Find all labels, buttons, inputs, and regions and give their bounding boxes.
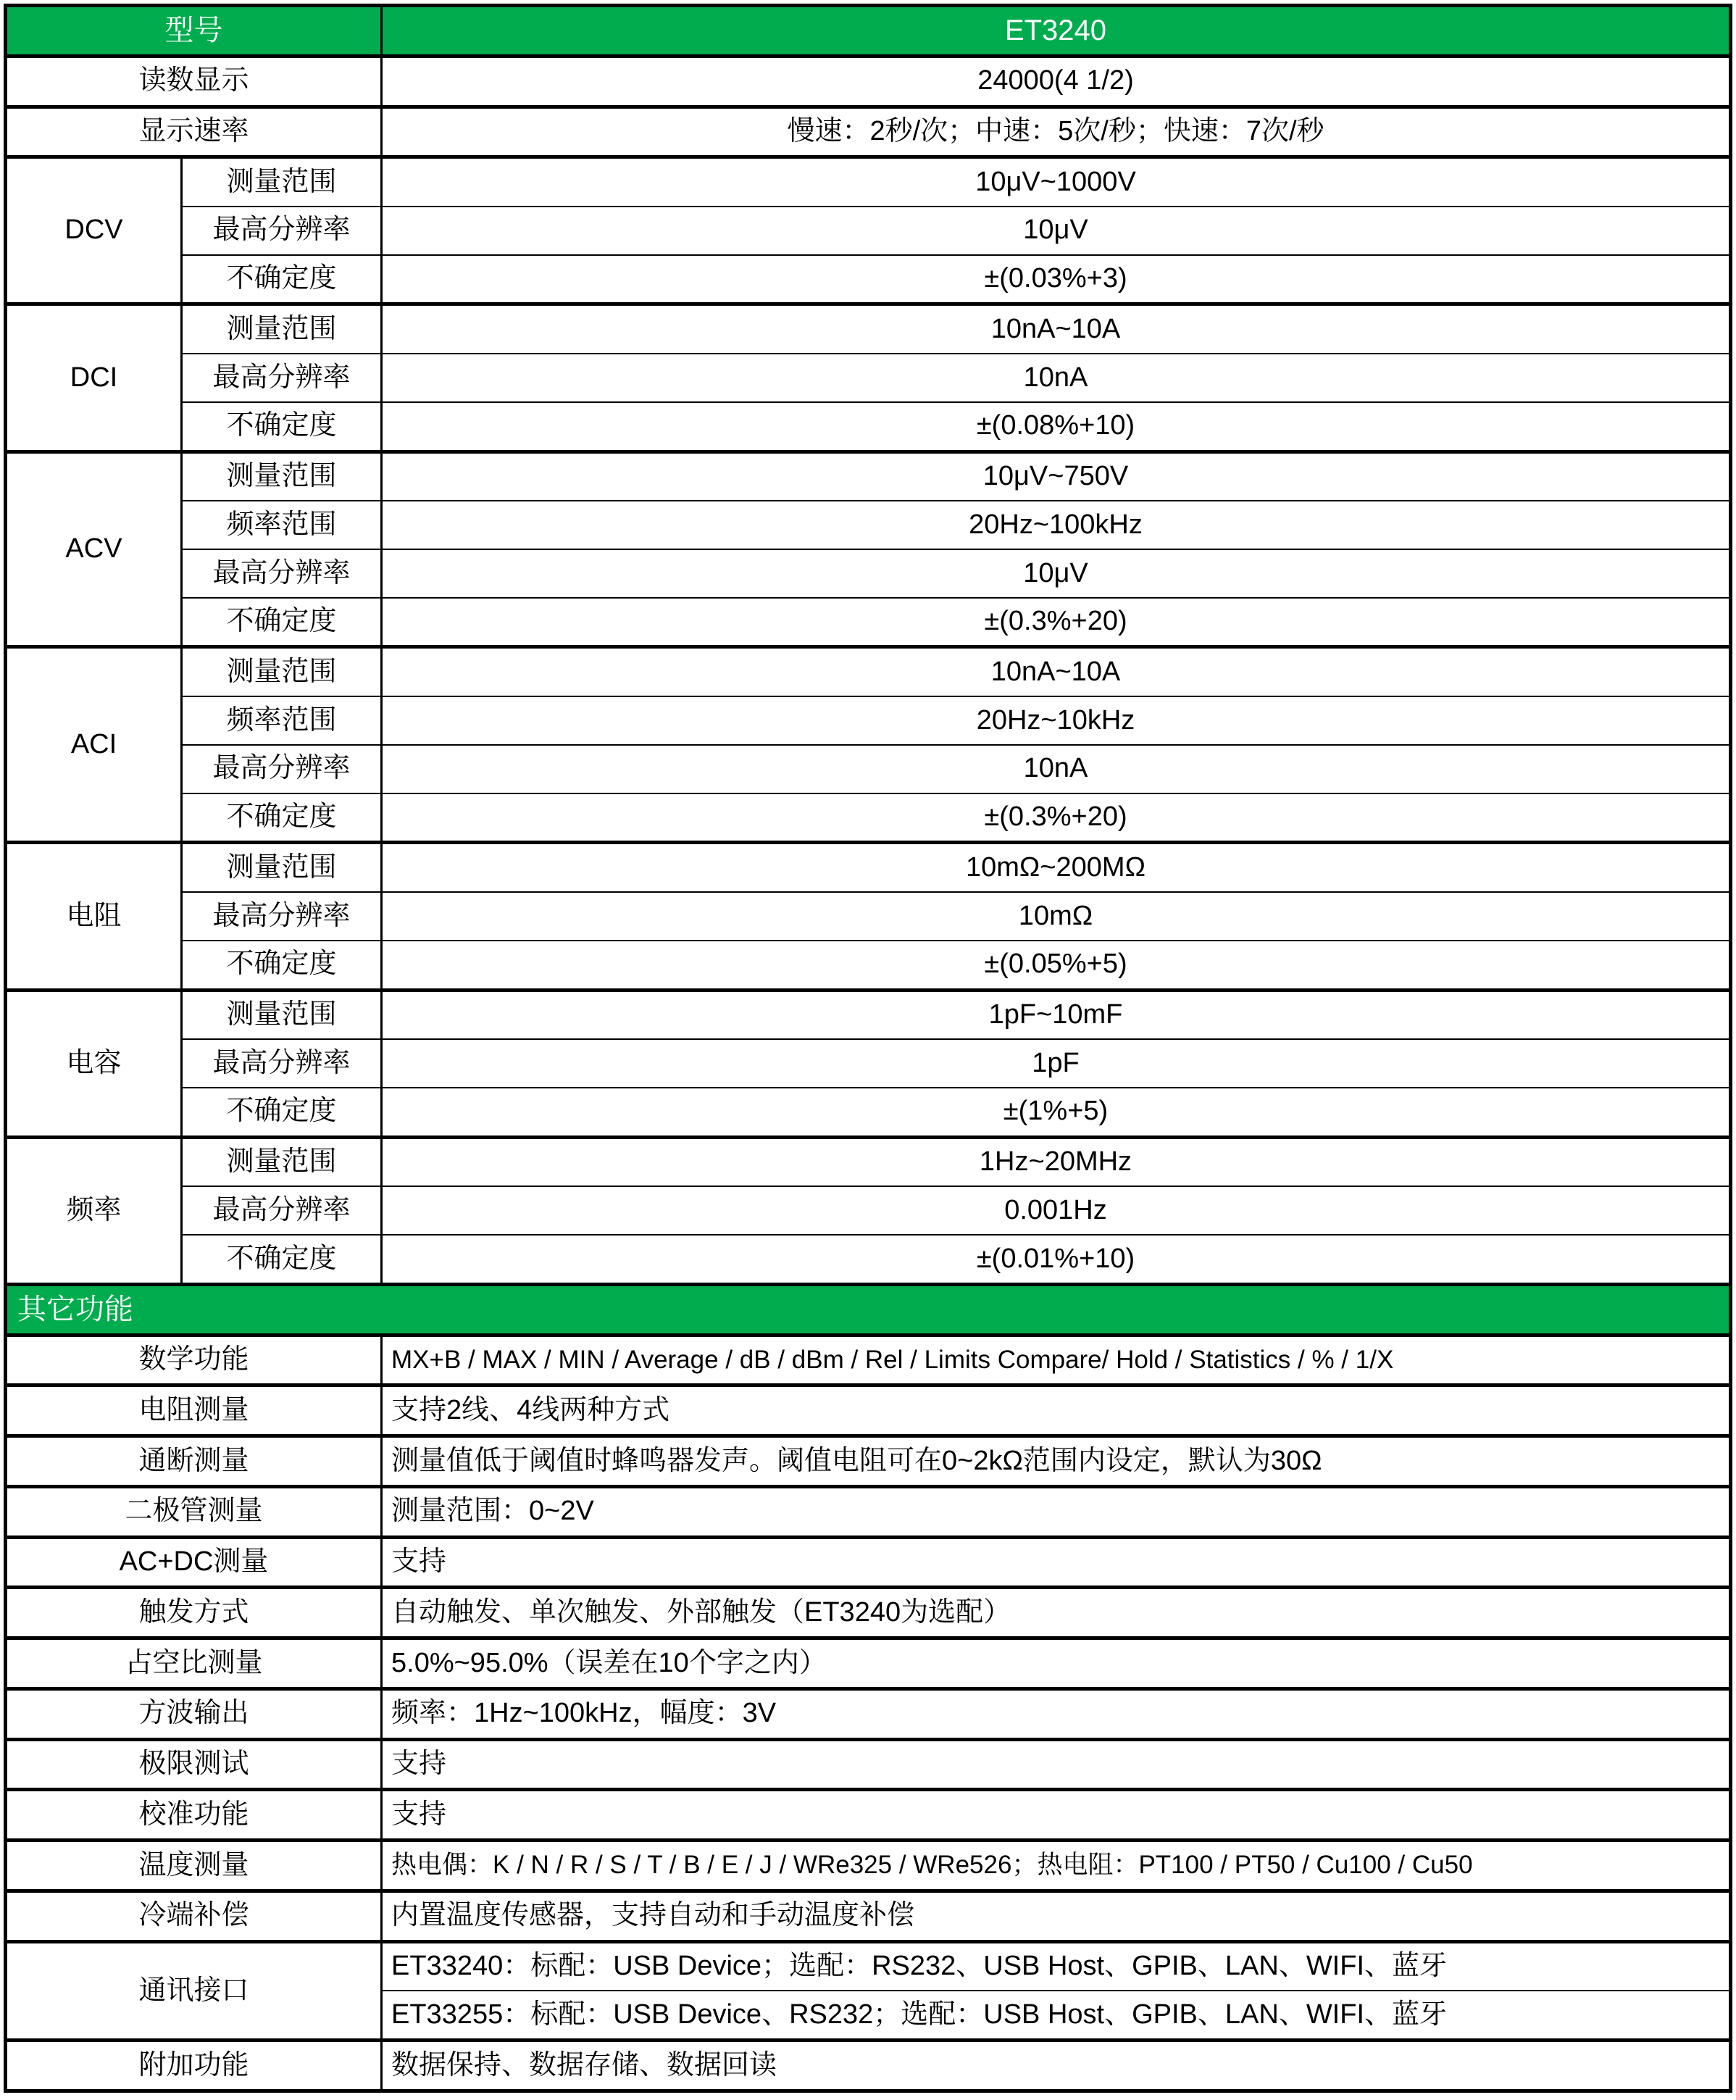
table-row [6,647,1731,696]
spec-value: ET33255：标配：USB Device、RS232；选配：USB Host、GPIB、LAN、WIFI、蓝牙 [382,1991,1731,2040]
model-value-cell: ET3240 [382,6,1731,57]
spec-value: 20Hz~10kHz [382,696,1731,745]
spec-value: 热电偶：K / N / R / S / T / B / E / J / WRe325 / WRe526；热电阻：PT100 / PT50 / Cu100 / Cu50 [382,1841,1731,1891]
model-label-cell: 型号 [6,6,382,57]
spec-value: 数据保持、数据存储、数据回读 [382,2041,1731,2091]
spec-sublabel: 不确定度 [182,941,382,990]
spec-sublabel: 最高分辨率 [182,207,382,255]
spec-value: 支持 [382,1790,1731,1841]
table-row [6,255,1731,304]
spec-label: 触发方式 [6,1588,382,1638]
table-row [6,549,1731,598]
spec-value: MX+B / MAX / MIN / Average / dB / dBm / Rel / Limits Compare/ Hold / Statistics / % / 1/X [382,1335,1731,1386]
other-functions-band-row [6,1284,1731,1335]
spec-value: 10μV~750V [382,451,1731,501]
spec-sublabel: 最高分辨率 [182,549,382,598]
spec-value: 10mΩ [382,892,1731,941]
table-row [6,207,1731,255]
spec-value: ET33240：标配：USB Device；选配：RS232、USB Host、GPIB、LAN、WIFI、蓝牙 [382,1941,1731,1991]
spec-value: 10nA~10A [382,647,1731,696]
spec-label: 方波输出 [6,1688,382,1739]
spec-value: ±(0.08%+10) [382,402,1731,451]
spec-sublabel: 最高分辨率 [182,745,382,793]
table-row [6,1039,1731,1088]
table-row [6,1537,1731,1588]
spec-label: 数学功能 [6,1335,382,1386]
spec-value: ±(0.05%+5) [382,941,1731,990]
spec-label: 读数显示 [6,56,382,107]
spec-sublabel: 不确定度 [182,255,382,304]
table-row [6,1137,1731,1186]
table-row [6,1790,1731,1841]
spec-sublabel: 测量范围 [182,451,382,501]
spec-label: 通讯接口 [6,1941,382,2040]
table-row [6,1638,1731,1689]
spec-value: 频率：1Hz~100kHz，幅度：3V [382,1688,1731,1739]
table-row [6,793,1731,843]
group-label-resistance: 电阻 [6,843,182,990]
group-label-frequency: 频率 [6,1137,182,1284]
spec-value: ±(0.3%+20) [382,598,1731,647]
table-row [6,598,1731,647]
spec-sublabel: 测量范围 [182,990,382,1039]
spec-value: 1pF [382,1039,1731,1088]
table-row [6,696,1731,745]
table-row [6,892,1731,941]
spec-value: 20Hz~100kHz [382,501,1731,549]
table-row [6,1186,1731,1235]
table-row [6,1941,1731,1991]
table-row [6,745,1731,793]
spec-sublabel: 最高分辨率 [182,1039,382,1088]
table-row [6,451,1731,501]
spec-value: 测量值低于阈值时蜂鸣器发声。阈值电阻可在0~2kΩ范围内设定，默认为30Ω [382,1436,1731,1487]
spec-label: 冷端补偿 [6,1891,382,1941]
spec-value: 10μV [382,207,1731,255]
spec-value: 10nA [382,354,1731,402]
spec-label: AC+DC测量 [6,1537,382,1588]
group-label-acv: ACV [6,451,182,647]
table-row [6,304,1731,354]
table-row [6,941,1731,990]
table-row [6,1739,1731,1790]
spec-value: ±(1%+5) [382,1088,1731,1137]
spec-sublabel: 测量范围 [182,843,382,892]
table-row [6,56,1731,107]
table-row [6,1335,1731,1386]
spec-sheet-page [0,4,1736,2100]
table-row [6,1235,1731,1284]
spec-value: 支持2线、4线两种方式 [382,1386,1731,1436]
group-label-dci: DCI [6,304,182,451]
spec-label: 极限测试 [6,1739,382,1790]
spec-value: ±(0.03%+3) [382,255,1731,304]
table-row [6,1588,1731,1638]
spec-value: 支持 [382,1739,1731,1790]
spec-value: 5.0%~95.0%（误差在10个字之内） [382,1638,1731,1689]
spec-sublabel: 测量范围 [182,647,382,696]
spec-value: 10nA [382,745,1731,793]
table-row [6,843,1731,892]
table-row [6,157,1731,207]
table-row [6,402,1731,451]
spec-value: 10μV~1000V [382,157,1731,207]
spec-label: 二极管测量 [6,1486,382,1537]
spec-value: 10μV [382,549,1731,598]
table-row [6,107,1731,157]
table-row [6,1436,1731,1487]
spec-sublabel: 不确定度 [182,402,382,451]
spec-sublabel: 频率范围 [182,501,382,549]
spec-sublabel: 测量范围 [182,304,382,354]
table-row [6,1841,1731,1891]
spec-value: 内置温度传感器，支持自动和手动温度补偿 [382,1891,1731,1941]
spec-label: 电阻测量 [6,1386,382,1436]
spec-value: ±(0.3%+20) [382,793,1731,843]
spec-label: 显示速率 [6,107,382,157]
spec-value: ±(0.01%+10) [382,1235,1731,1284]
spec-table [4,4,1732,2093]
spec-label: 通断测量 [6,1436,382,1487]
spec-sublabel: 频率范围 [182,696,382,745]
spec-sublabel: 不确定度 [182,1235,382,1284]
spec-value: 慢速：2秒/次；中速：5次/秒；快速：7次/秒 [382,107,1731,157]
spec-value: 24000(4 1/2) [382,56,1731,107]
header-row [6,6,1731,57]
spec-value: 自动触发、单次触发、外部触发（ET3240为选配） [382,1588,1731,1638]
spec-label: 校准功能 [6,1790,382,1841]
spec-value: 0.001Hz [382,1186,1731,1235]
group-label-capacitance: 电容 [6,990,182,1137]
spec-label: 温度测量 [6,1841,382,1891]
spec-value: 10mΩ~200MΩ [382,843,1731,892]
spec-sublabel: 不确定度 [182,793,382,843]
spec-sublabel: 测量范围 [182,1137,382,1186]
spec-sublabel: 不确定度 [182,1088,382,1137]
spec-label: 占空比测量 [6,1638,382,1689]
table-row [6,1386,1731,1436]
spec-value: 支持 [382,1537,1731,1588]
spec-label: 附加功能 [6,2041,382,2091]
spec-sublabel: 测量范围 [182,157,382,207]
table-row [6,990,1731,1039]
spec-value: 1Hz~20MHz [382,1137,1731,1186]
table-row [6,1688,1731,1739]
table-row [6,1088,1731,1137]
spec-value: 10nA~10A [382,304,1731,354]
spec-sublabel: 最高分辨率 [182,892,382,941]
group-label-dcv: DCV [6,157,182,304]
spec-value: 1pF~10mF [382,990,1731,1039]
table-row [6,501,1731,549]
table-row [6,2041,1731,2091]
spec-sublabel: 最高分辨率 [182,354,382,402]
spec-value: 测量范围：0~2V [382,1486,1731,1537]
table-row [6,1891,1731,1941]
group-label-aci: ACI [6,647,182,843]
section-title: 其它功能 [6,1284,1731,1335]
table-row [6,354,1731,402]
spec-sublabel: 不确定度 [182,598,382,647]
spec-sublabel: 最高分辨率 [182,1186,382,1235]
table-row [6,1486,1731,1537]
